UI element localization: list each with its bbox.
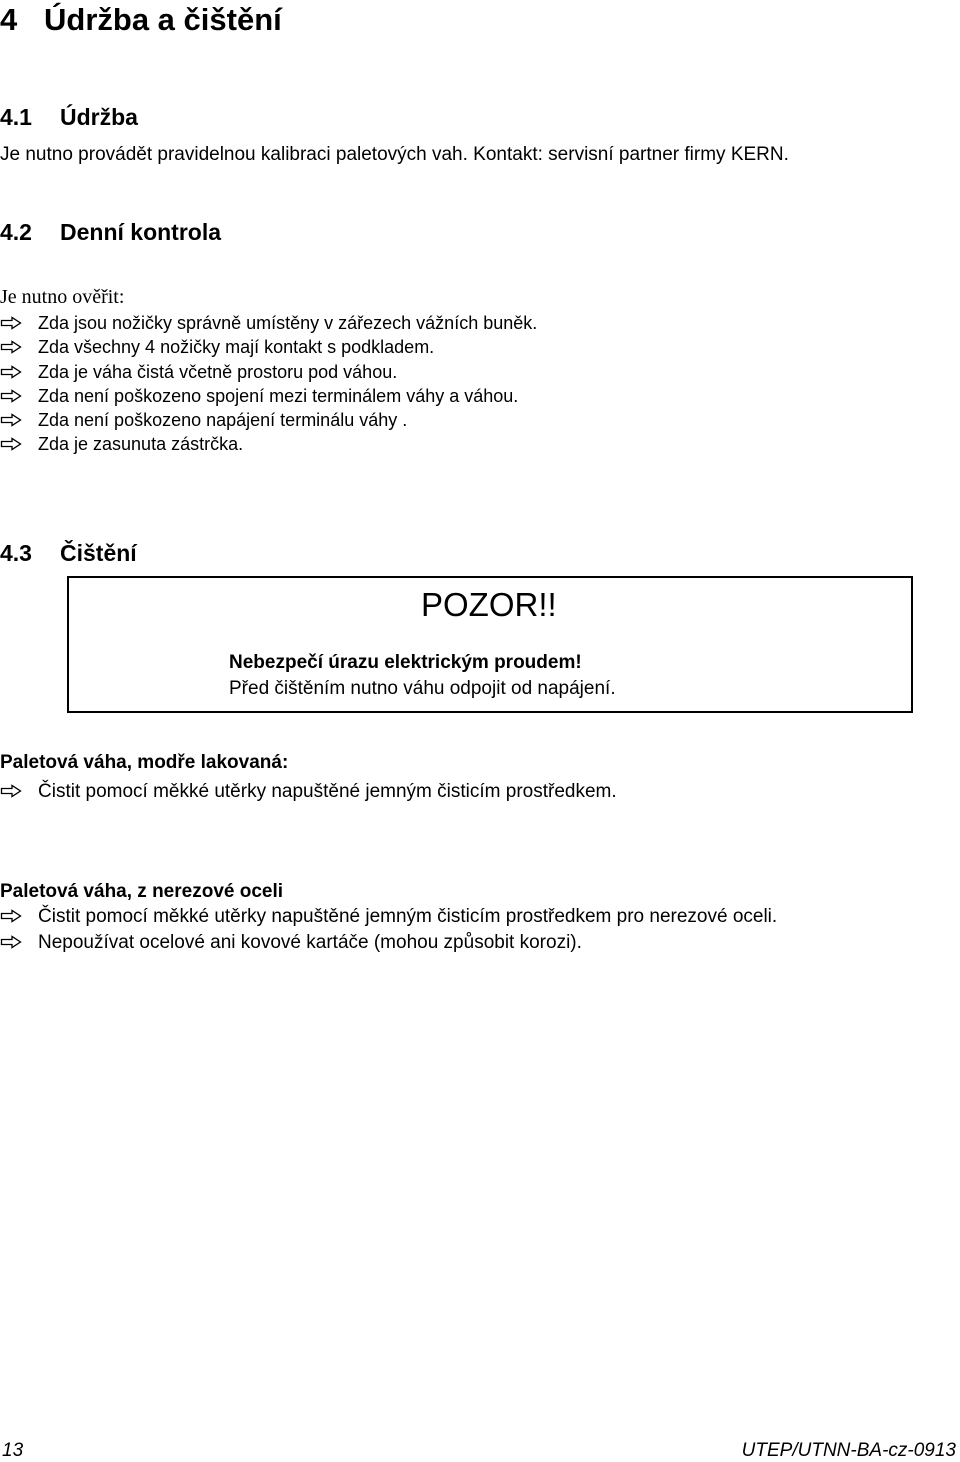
- list-item: Čistit pomocí měkké utěrky napuštěné jemným čisticím prostředkem.: [0, 779, 617, 805]
- list-item: Nepoužívat ocelové ani kovové kartáče (mohou způsobit korozi).: [0, 930, 777, 956]
- list-item: Zda není poškozeno spojení mezi terminálem váhy a váhou.: [0, 384, 537, 408]
- outline-right-arrow-icon: [0, 389, 22, 403]
- section-number: 4.1: [0, 104, 32, 130]
- section-title: Čištění: [60, 540, 137, 566]
- outline-right-arrow-icon: [0, 784, 22, 798]
- page-number: 13: [2, 1440, 24, 1461]
- chapter-title: Údržba a čištění: [44, 2, 282, 37]
- section-title: Údržba: [60, 104, 138, 130]
- warning-line-1: Nebezpečí úrazu elektrickým proudem!: [229, 652, 582, 673]
- daily-check-list: [0, 311, 537, 457]
- outline-right-arrow-icon: [0, 437, 22, 451]
- list-item: Zda všechny 4 nožičky mají kontakt s podkladem.: [0, 335, 537, 359]
- stainless-scale-list: [0, 904, 777, 955]
- outline-right-arrow-icon: [0, 316, 22, 330]
- list-item: Zda je váha čistá včetně prostoru pod váhou.: [0, 360, 537, 384]
- document-id: UTEP/UTNN-BA-cz-0913: [741, 1440, 956, 1461]
- outline-right-arrow-icon: [0, 935, 22, 949]
- painted-scale-list: [0, 779, 617, 805]
- section-number: 4.3: [0, 540, 32, 566]
- chapter-number: 4: [0, 2, 18, 37]
- section-heading-cleaning: [0, 540, 137, 567]
- daily-check-intro: Je nutno ověřit:: [0, 286, 125, 308]
- section-number: 4.2: [0, 219, 32, 245]
- maintenance-text: Je nutno provádět pravidelnou kalibraci paletových vah. Kontakt: servisní partner firmy KERN.: [0, 144, 789, 165]
- list-item: Zda jsou nožičky správně umístěny v zářezech vážních buněk.: [0, 311, 537, 335]
- outline-right-arrow-icon: [0, 365, 22, 379]
- section-heading-maintenance: [0, 104, 138, 131]
- outline-right-arrow-icon: [0, 413, 22, 427]
- painted-scale-heading: Paletová váha, modře lakovaná:: [0, 752, 289, 773]
- warning-box: [67, 576, 913, 713]
- outline-right-arrow-icon: [0, 909, 22, 923]
- list-item: Zda není poškozeno napájení terminálu váhy .: [0, 408, 537, 432]
- list-item: Zda je zasunuta zástrčka.: [0, 432, 537, 456]
- section-title: Denní kontrola: [60, 219, 222, 245]
- warning-line-2: Před čištěním nutno váhu odpojit od napájení.: [229, 678, 616, 699]
- list-item: Čistit pomocí měkké utěrky napuštěné jemným čisticím prostředkem pro nerezové oceli.: [0, 904, 777, 930]
- outline-right-arrow-icon: [0, 340, 22, 354]
- stainless-scale-heading: Paletová váha, z nerezové oceli: [0, 881, 284, 902]
- warning-title: POZOR!!: [421, 586, 557, 623]
- section-heading-daily-check: [0, 219, 221, 246]
- chapter-heading: [0, 2, 282, 38]
